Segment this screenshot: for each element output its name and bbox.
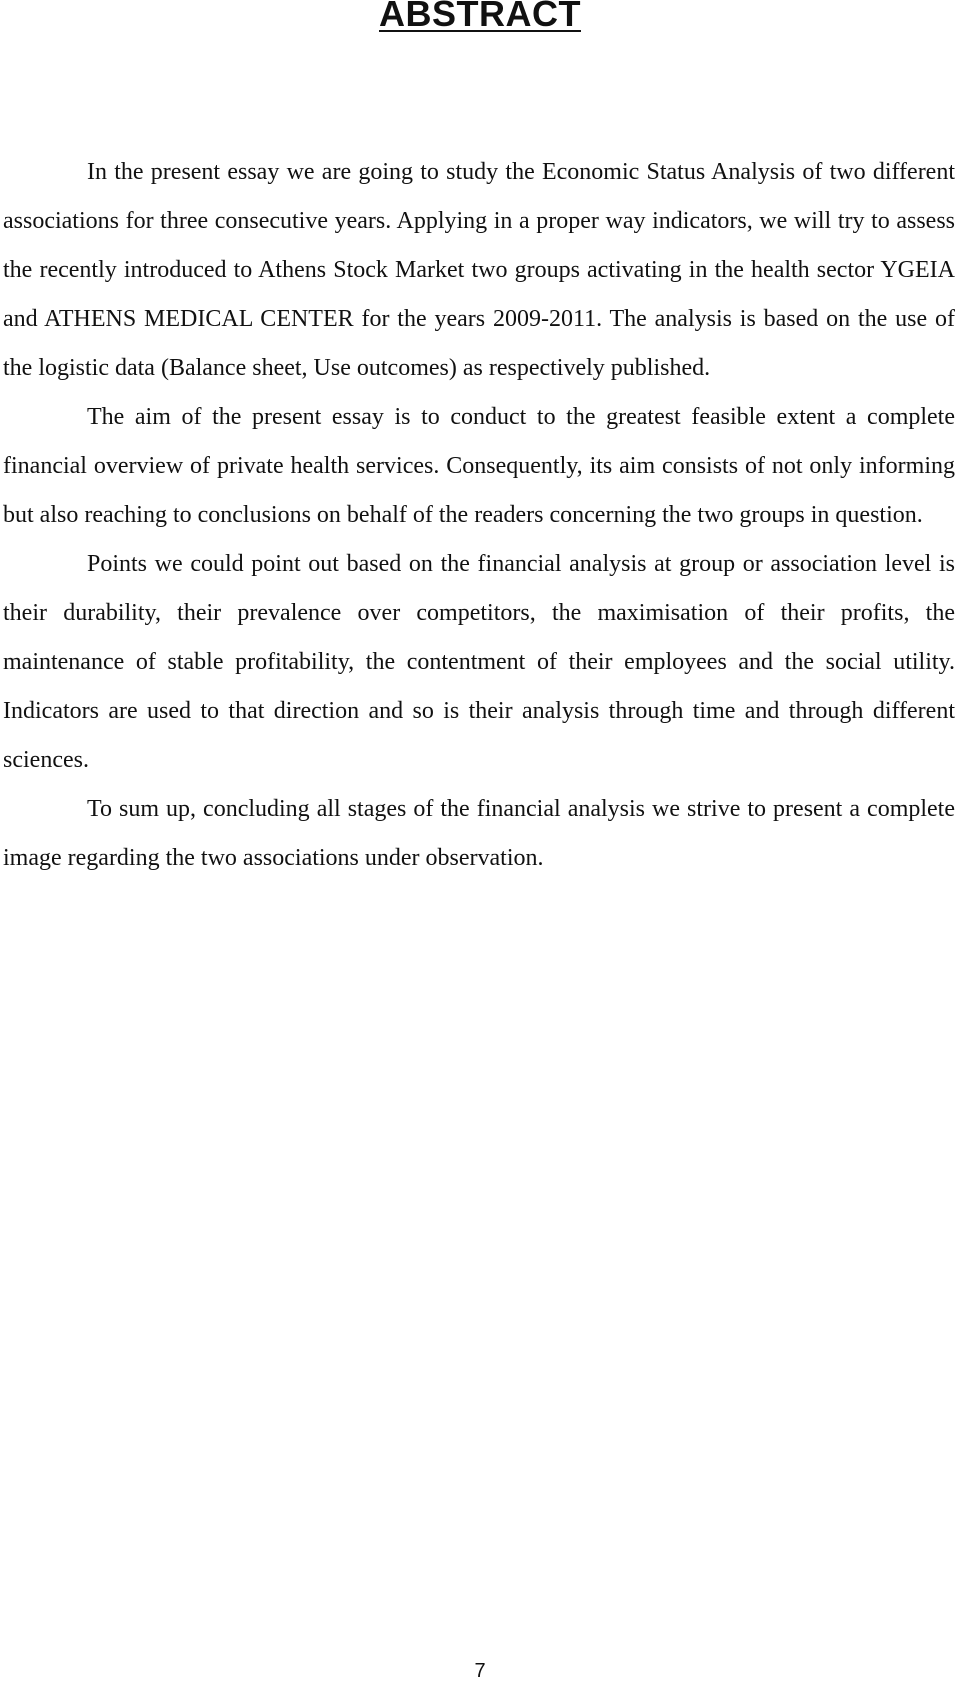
abstract-paragraph-3: Points we could point out based on the financial analysis at group or association level is their durability, their prevalence over competitors, the maximisation of their profits, the maintenance of stable profitability, the contentment of their employees and the social utility. Indicators are used to that direction and so is their analysis through time and through different sciences.	[3, 551, 955, 773]
abstract-paragraph-1: In the present essay we are going to study the Economic Status Analysis of two different associations for three consecutive years. Applying in a proper way indicators, we will try to assess the recently introduced to Athens Stock Market two groups activating in the health sector YGEIA and ATHENS MEDICAL CENTER for the years 2009-2011. The analysis is based on the use of the logistic data (Balance sheet, Use outcomes) as respectively published.	[3, 159, 955, 381]
abstract-heading: ABSTRACT	[379, 0, 581, 34]
page-number: 7	[474, 1660, 486, 1682]
abstract-paragraph-4: To sum up, concluding all stages of the financial analysis we strive to present a complete image regarding the two associations under observation.	[3, 796, 955, 871]
abstract-body	[3, 148, 955, 883]
abstract-paragraph-2: The aim of the present essay is to conduct to the greatest feasible extent a complete financial overview of private health services. Consequently, its aim consists of not only informing but also reaching to conclusions on behalf of the readers concerning the two groups in question.	[3, 404, 955, 528]
